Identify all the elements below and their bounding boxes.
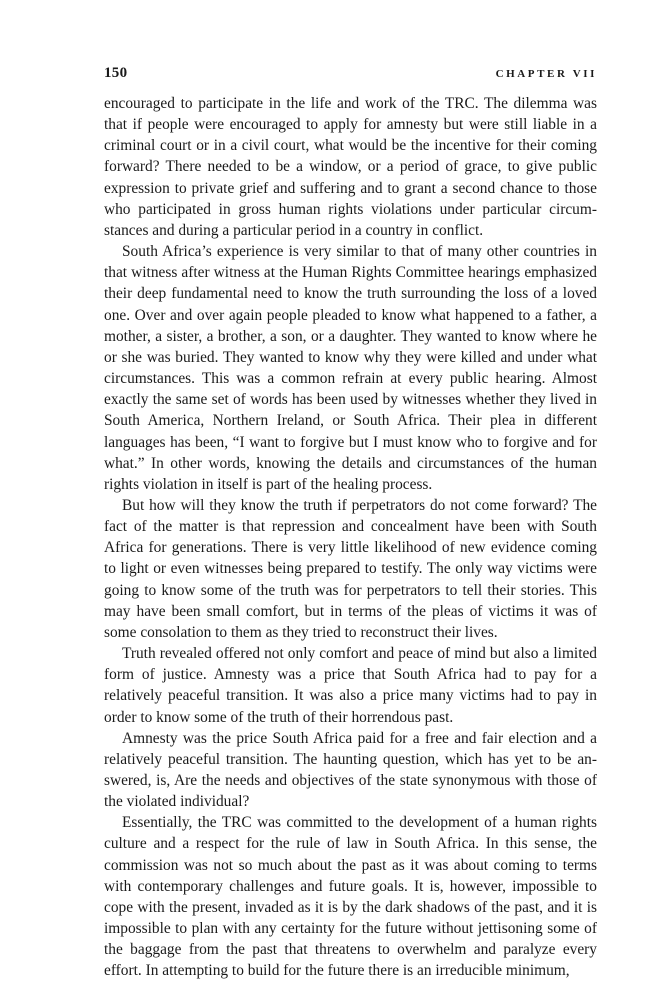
page-number: 150 (104, 65, 128, 81)
paragraph: Truth revealed offered not only comfort and peace of mind but also a limited form of justice. Amnesty was a price that South Africa had to pay for a relatively peaceful transition. It was also a price many victims had to pay in order to know some of the truth of their horrendous past. (104, 645, 597, 726)
paragraph: But how will they know the truth if perpetrators do not come forward? The fact of the matter is that repression and concealment have been with South Africa for generations. There is very little likelihood of new evidence coming to light or even witnesses being prepared to testify. The only way victims were going to know some of the truth was for perpetrators to tell their stories. This may have been small comfort, but in terms of the pleas of victims it was of some consolation to them as they tried to reconstruct their lives. (104, 496, 597, 641)
body-text (104, 93, 597, 982)
paragraph: Amnesty was the price South Africa paid for a free and fair election and a relatively peaceful transition. The haunting question, which has yet to be answered, is, Are the needs and objectives of the state synonymous with those of the violated individual? (104, 729, 597, 811)
book-page (104, 65, 597, 982)
paragraph: Essentially, the TRC was committed to the development of a human rights culture and a respect for the rule of law in South Africa. In this sense, the commission was not so much about the past as it was about coming to terms with contemporary challenges and future goals. It is, however, impossible to cope with the present, invaded as it is by the dark shadows of the past, and it is impossible to plan with any certainty for the future without jettisoning some of the baggage from the past that threatens to overwhelm and paralyze every effort. In attempting to build for the future there is an irreducible minimum, (104, 814, 597, 980)
paragraph-continued: encouraged to participate in the life and work of the TRC. The dilemma was that if people were encouraged to apply for amnesty but were still liable in a criminal court or in a civil court, what would be the incentive for their coming forward? There needed to be a window, or a period of grace, to give public expression to private grief and suffering and to grant a second chance to those who participated in gross human rights violations under particular circumstances and during a particular period in a country in conflict. (104, 95, 597, 239)
running-head (104, 65, 597, 87)
chapter-label: CHAPTER VII (495, 68, 597, 80)
paragraph: South Africa’s experience is very similar to that of many other countries in that witness after witness at the Human Rights Committee hearings emphasized their deep fundamental need to know the truth surrounding the loss of a loved one. Over and over again people pleaded to know what happened to a father, a mother, a sister, a brother, a son, or a daughter. They wanted to know where he or she was buried. They wanted to know why they were killed and under what circumstances. This was a common refrain at every public hearing. Almost exactly the same set of words has been used by witnesses whether they lived in South America, Northern Ireland, or South Africa. Their plea in different languages has been, “I want to forgive but I must know who to forgive and for what.” In other words, knowing the details and circumstances of the human rights violation in itself is part of the healing process. (104, 243, 597, 493)
